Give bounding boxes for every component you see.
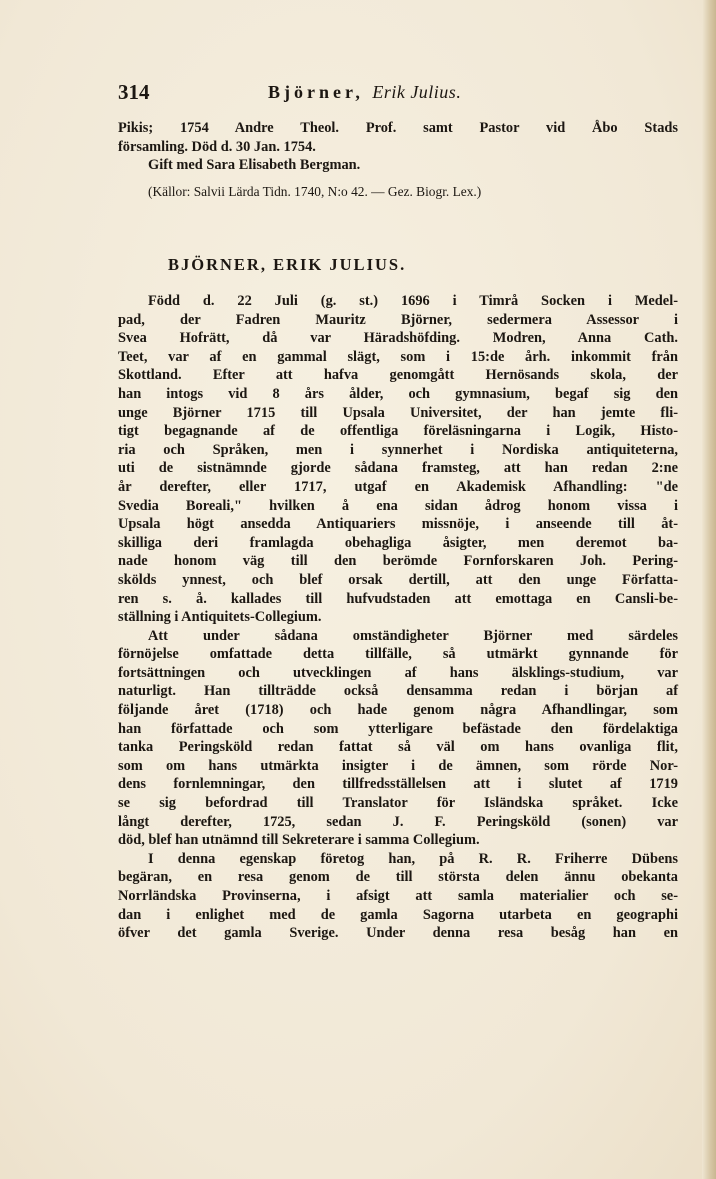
text-line: skilliga deri framlagda obehagliga åsigter, men deremot ba- (118, 534, 678, 551)
text-line: följande året (1718) och hade genom några Afhandlingar, som (118, 702, 678, 719)
entry-heading: BJÖRNER, ERIK JULIUS. (168, 255, 407, 274)
entry-body (118, 292, 678, 943)
previous-entry (118, 119, 678, 201)
running-head-surname: Björner, (268, 82, 364, 102)
text-line: långt derefter, 1725, sedan J. F. Peringsköld (sonen) var (118, 813, 678, 830)
text-line: förnöjelse omfattade detta tillfälle, så utmärkt gynnande för (118, 646, 678, 663)
text-line: naturligt. Han tillträdde också densamma redan i början af (118, 683, 678, 700)
text-line: öfver det gamla Sverige. Under denna resa besåg han en (118, 925, 678, 942)
text-line: Att under sådana omständigheter Björner med särdeles (148, 627, 678, 644)
text-line: Teet, var af en gammal slägt, som i 15:de årh. inkommit från (118, 348, 678, 365)
text-line: unge Björner 1715 till Upsala Universitet, der han jemte fli- (118, 404, 678, 421)
text-line: ria och Språken, men i synnerhet i Nordiska antiquiteterna, (118, 441, 678, 458)
text-line: Svea Hofrätt, då var Häradshöfding. Modren, Anna Cath. (118, 330, 678, 347)
text-line: tanka Peringsköld redan fattat så väl om hans ovanliga flit, (118, 739, 678, 756)
text-line: dan i enlighet med de gamla Sagorna utarbeta en geographi (118, 906, 678, 923)
text-line: han författade och som ytterligare befästade den fördelaktiga (118, 720, 678, 737)
text-line: pad, der Fadren Mauritz Björner, sedermera Assessor i (118, 311, 678, 328)
text-line: Skottland. Efter att hafva genomgått Hernösands skola, der (118, 367, 678, 384)
text-line: år derefter, eller 1717, utgaf en Akademisk Afhandling: "de (118, 478, 678, 495)
text-line: församling. Död d. 30 Jan. 1754. (118, 138, 316, 155)
text-line: Född d. 22 Juli (g. st.) 1696 i Timrå Socken i Medel- (148, 293, 678, 309)
text-line: Gift med Sara Elisabeth Bergman. (148, 157, 361, 174)
text-line: uti de sistnämnde gjorde sådana framsteg, att han redan 2:ne (118, 460, 678, 477)
text-line: ren s. å. kallades till hufvudstaden att emottaga en Cansli-be- (118, 590, 678, 607)
text-line: I denna egenskap företog han, på R. R. Friherre Dübens (148, 850, 678, 867)
text-line: Upsala högt ansedda Antiquariers missnöje, i anseende till åt- (118, 516, 678, 533)
text-line: fortsättningen och utvecklingen af hans älsklings-studium, var (118, 664, 678, 681)
text-line: ställning i Antiquitets-Collegium. (118, 609, 322, 626)
text-line: som om hans utmärkta insigter i de ämnen, som rörde Nor- (118, 757, 678, 774)
text-line: tigt begagnande af de offentliga föreläsningarna i Logik, Histo- (118, 423, 678, 440)
page-header (118, 80, 678, 110)
text-line: Svedia Boreali," hvilken å ena sidan ådrog honom vissa i (118, 497, 678, 514)
text-line: se sig befordrad till Translator för Isländska språket. Icke (118, 795, 678, 812)
text-line: dens fornlemningar, den tillfredsställelsen att i slutet af 1719 (118, 776, 678, 793)
text-line: Pikis; 1754 Andre Theol. Prof. samt Pastor vid Åbo Stads (118, 120, 678, 136)
page-edge (702, 0, 716, 1179)
text-line: skölds ynnest, och blef orsak dertill, att den unge Författa- (118, 571, 678, 588)
text-line: död, blef han utnämnd till Sekreterare i samma Collegium. (118, 832, 480, 849)
text-line: begäran, en resa genom de till största delen ännu obekanta (118, 869, 678, 886)
sources-line: (Källor: Salvii Lärda Tidn. 1740, N:o 42. — Gez. Biogr. Lex.) (148, 183, 482, 199)
text-line: nade honom väg till den berömde Fornforskaren Joh. Pering- (118, 553, 678, 570)
page-number: 314 (118, 80, 150, 104)
text-line: han intogs vid 8 års ålder, och gymnasium, begaf sig den (118, 385, 678, 402)
text-line: Norrländska Provinserna, i afsigt att samla materialier och se- (118, 888, 678, 904)
running-head (268, 82, 461, 103)
running-head-name: Erik Julius. (372, 82, 462, 102)
